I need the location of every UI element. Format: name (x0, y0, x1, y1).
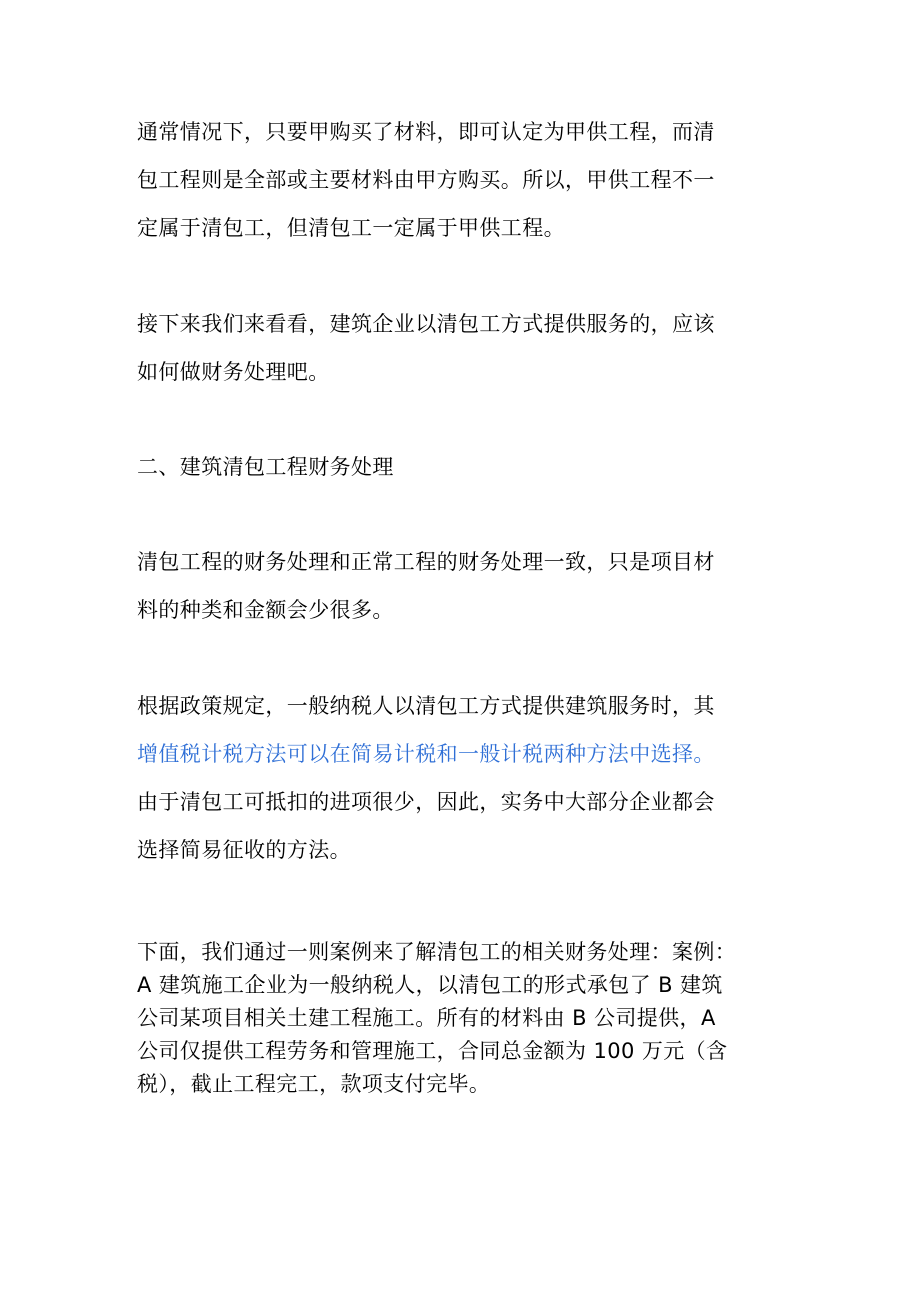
text-line: 税），截止工程完工，款项支付完毕。 (137, 1072, 491, 1096)
paragraph-case-example (137, 936, 777, 1101)
text-line: 如何做财务处理吧。 (137, 360, 330, 384)
paragraph-tax-policy (137, 682, 777, 874)
text-line: 料的种类和金额会少很多。 (137, 598, 394, 622)
paragraph-intro-accounting (137, 300, 777, 396)
text-line: A 建筑施工企业为一般纳税人，以清包工的形式承包了 B 建筑 (137, 973, 723, 997)
text-line: 通常情况下，只要甲购买了材料，即可认定为甲供工程，而清 (137, 120, 715, 144)
text-line: 根据政策规定，一般纳税人以清包工方式提供建筑服务时，其 (137, 694, 715, 718)
text-line: 下面，我们通过一则案例来了解清包工的相关财务处理：案例： (137, 940, 737, 964)
paragraph-jiagong-definition (137, 108, 777, 252)
highlighted-text-line: 增值税计税方法可以在简易计税和一般计税两种方法中选择。 (137, 742, 715, 766)
text-line: 定属于清包工，但清包工一定属于甲供工程。 (137, 216, 565, 240)
text-line: 公司某项目相关土建工程施工。所有的材料由 B 公司提供，A (137, 1006, 716, 1030)
text-line: 公司仅提供工程劳务和管理施工，合同总金额为 100 万元（含 (137, 1039, 728, 1063)
text-line: 选择简易征收的方法。 (137, 838, 351, 862)
text-line: 清包工程的财务处理和正常工程的财务处理一致，只是项目材 (137, 550, 715, 574)
section-heading (137, 443, 777, 491)
text-line: 接下来我们来看看，建筑企业以清包工方式提供服务的，应该 (137, 312, 715, 336)
heading-text: 二、建筑清包工程财务处理 (137, 455, 394, 479)
paragraph-accounting-consistency (137, 538, 777, 634)
text-line: 由于清包工可抵扣的进项很少，因此，实务中大部分企业都会 (137, 790, 715, 814)
text-line: 包工程则是全部或主要材料由甲方购买。所以，甲供工程不一 (137, 168, 715, 192)
